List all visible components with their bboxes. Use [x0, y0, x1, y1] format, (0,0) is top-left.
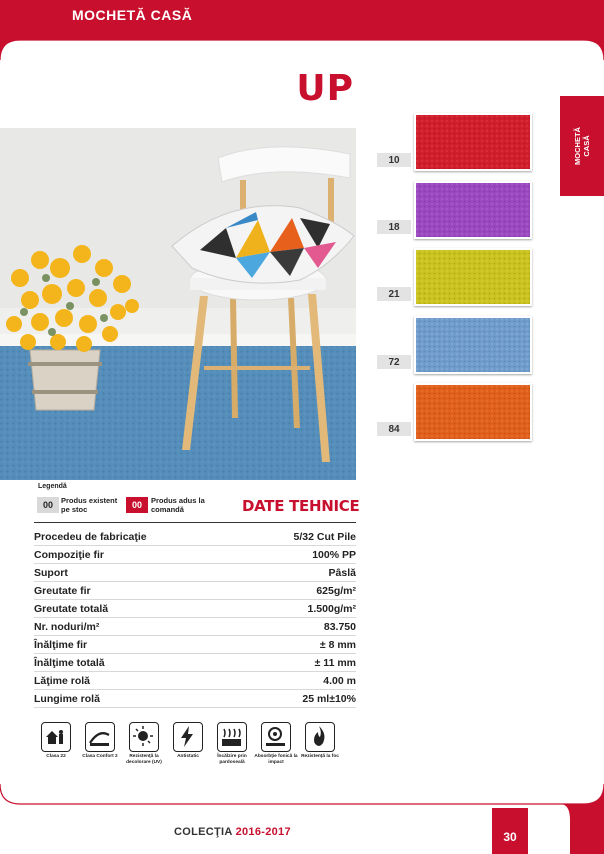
swatch-code: 84 — [377, 422, 411, 436]
icon-label: Rezistenţă la foc — [301, 754, 339, 759]
spec-value: 5/32 Cut Pile — [293, 530, 356, 543]
icon-label: Clasa Confort 2 — [82, 754, 118, 759]
spec-label: Nr. noduri/m² — [34, 620, 100, 633]
spec-table — [34, 528, 356, 708]
technical-data-title: DATE TEHNICE — [242, 497, 360, 515]
antistatic-icon — [166, 722, 210, 760]
icon-label: Absorbţie fonică la impact — [254, 754, 298, 765]
collection-label: COLECŢIA — [174, 826, 233, 838]
side-tab-label: MOCHETĂ CASĂ — [572, 127, 591, 165]
spec-row — [34, 654, 356, 672]
spec-label: Înălţime totală — [34, 656, 105, 669]
spec-row — [34, 672, 356, 690]
icon-label: Clasa 22 — [46, 754, 66, 759]
swatch-72[interactable] — [414, 316, 532, 374]
swatch-code: 18 — [377, 220, 411, 234]
legend-stock-label: Produs existent pe stoc — [61, 496, 118, 514]
legend-title: Legendă — [38, 483, 67, 490]
spec-label: Înălţime fir — [34, 638, 88, 651]
fire-resistance-icon — [298, 722, 342, 760]
spec-label: Compoziţie fir — [34, 548, 104, 561]
spec-value: 625g/m² — [316, 584, 356, 597]
swatch-code: 10 — [377, 153, 411, 167]
swatch-code: 21 — [377, 287, 411, 301]
room-photo — [0, 128, 356, 480]
legend-order-badge: 00 — [126, 497, 148, 513]
underfloor-heating-icon — [210, 722, 254, 765]
uv-resistance-icon — [122, 722, 166, 765]
spec-label: Procedeu de fabricaţie — [34, 530, 147, 543]
spec-value: ± 8 mm — [319, 638, 356, 651]
spec-value: 4.00 m — [323, 674, 356, 687]
section-title: MOCHETĂ CASĂ — [72, 7, 193, 23]
spec-row — [34, 636, 356, 654]
spec-row — [34, 582, 356, 600]
class-22-icon — [34, 722, 78, 760]
icon-label: Încălzire prin pardoseală — [217, 754, 247, 765]
legend-stock-badge: 00 — [37, 497, 59, 513]
collection-years: 2016-2017 — [235, 826, 291, 838]
spec-row — [34, 528, 356, 546]
spec-label: Suport — [34, 566, 68, 579]
icon-label: Antistatic — [177, 754, 199, 759]
spec-label: Lăţime rolă — [34, 674, 91, 687]
swatch-18[interactable] — [414, 181, 532, 239]
spec-label: Greutate fir — [34, 584, 91, 597]
color-swatches — [377, 113, 533, 443]
swatch-code: 72 — [377, 355, 411, 369]
comfort-class-icon — [78, 722, 122, 760]
icon-label: Rezistenţă la decolorare (UV) — [126, 754, 162, 765]
spec-value: ± 11 mm — [314, 656, 356, 669]
spec-value: 100% PP — [312, 548, 356, 561]
page-number: 30 — [503, 830, 517, 844]
spec-row — [34, 618, 356, 636]
impact-sound-icon — [254, 722, 298, 765]
footer-collection — [174, 826, 291, 838]
spec-value: 83.750 — [323, 620, 356, 633]
spec-label: Lungime rolă — [34, 692, 100, 705]
feature-icons — [34, 722, 364, 770]
spec-row — [34, 600, 356, 618]
spec-value: Pâslă — [328, 566, 356, 579]
spec-label: Greutate totală — [34, 602, 109, 615]
spec-row — [34, 546, 356, 564]
legend-order-label: Produs adus la comandă — [151, 496, 205, 514]
spec-row — [34, 564, 356, 582]
swatch-84[interactable] — [414, 383, 532, 441]
spec-row — [34, 690, 356, 708]
spec-value: 25 ml±10% — [302, 692, 356, 705]
spec-value: 1.500g/m² — [307, 602, 356, 615]
swatch-21[interactable] — [414, 248, 532, 306]
swatch-10[interactable] — [414, 113, 532, 171]
product-name: UP — [296, 68, 354, 109]
divider — [34, 522, 356, 523]
